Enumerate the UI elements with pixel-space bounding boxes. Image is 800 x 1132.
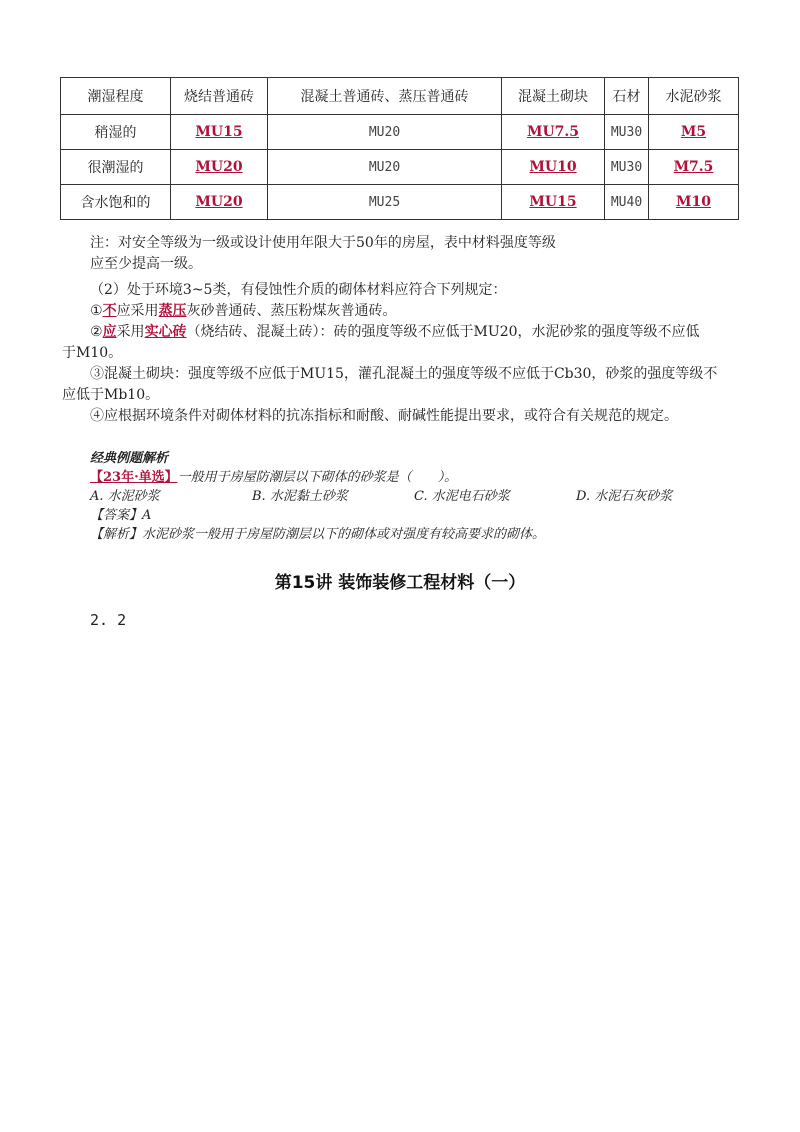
stone-cell xyxy=(605,150,649,185)
example-question xyxy=(90,468,740,487)
concrete-block-cell xyxy=(502,150,605,185)
rule-text: （烧结砖、混凝土砖）：砖的强度等级不应低于MU20，水泥砂浆的强度等级不应低 xyxy=(186,324,700,340)
section-number: 2. 2 xyxy=(90,611,127,629)
grade-value: MU25 xyxy=(368,195,401,210)
exam-tag: 【23年·单选】 xyxy=(90,470,178,485)
grade-value: MU20 xyxy=(368,125,401,140)
fired-brick-cell xyxy=(171,150,268,185)
grade-value: MU20 xyxy=(195,159,243,175)
grade-value: M10 xyxy=(676,194,711,210)
header-cell: 混凝土普通砖、蒸压普通砖 xyxy=(268,78,502,115)
rule-text: 应采用 xyxy=(116,303,159,319)
rule-text: 采用 xyxy=(116,324,145,340)
concrete-block-cell xyxy=(502,185,605,220)
header-cell: 烧结普通砖 xyxy=(171,78,268,115)
note-line: 应至少提高一级。 xyxy=(90,256,202,272)
grade-value: MU15 xyxy=(195,124,243,140)
grade-value: MU30 xyxy=(610,160,643,175)
moisture-level-cell: 含水饱和的 xyxy=(61,185,171,220)
concrete-brick-cell xyxy=(268,115,502,150)
cement-mortar-cell xyxy=(649,115,739,150)
highlight-text: 实心砖 xyxy=(144,324,187,340)
moisture-level-cell: 稍湿的 xyxy=(61,115,171,150)
stone-cell xyxy=(605,185,649,220)
concrete-block-cell xyxy=(502,115,605,150)
highlight-text: 不 xyxy=(102,303,117,319)
option-c: C. 水泥电石砂浆 xyxy=(414,489,510,504)
highlight-text: 应 xyxy=(102,324,117,340)
table-row xyxy=(61,115,739,150)
grade-value: MU40 xyxy=(610,195,643,210)
table-note xyxy=(62,233,742,275)
grade-value: MU30 xyxy=(610,125,643,140)
table-row xyxy=(61,150,739,185)
note-line: 注：对安全等级为一级或设计使用年限大于50年的房屋，表中材料强度等级 xyxy=(90,235,556,251)
masonry-strength-table xyxy=(60,77,739,220)
fired-brick-cell xyxy=(171,185,268,220)
cement-mortar-cell xyxy=(649,150,739,185)
concrete-brick-cell xyxy=(268,185,502,220)
grade-value: MU15 xyxy=(529,194,577,210)
example-options xyxy=(90,487,740,506)
table-row xyxy=(61,185,739,220)
moisture-level-cell: 很潮湿的 xyxy=(61,150,171,185)
rule-item-4: ④应根据环境条件对砌体材料的抗冻指标和耐酸、耐碱性能提出要求，或符合有关规范的规定。 xyxy=(90,408,678,424)
grade-value: MU20 xyxy=(368,160,401,175)
rule-item-1 xyxy=(62,301,742,322)
option-d: D. 水泥石灰砂浆 xyxy=(576,489,673,504)
header-cell: 水泥砂浆 xyxy=(649,78,739,115)
question-text: 一般用于房屋防潮层以下砌体的砂浆是（ ）。 xyxy=(177,470,458,485)
example-section xyxy=(90,449,740,544)
header-cell: 混凝土砌块 xyxy=(502,78,605,115)
stone-cell xyxy=(605,115,649,150)
header-cell: 潮湿程度 xyxy=(61,78,171,115)
rule-intro: （2）处于环境3~5类，有侵蚀性介质的砌体材料应符合下列规定： xyxy=(90,282,507,298)
rule-item-2-cont: 于M10。 xyxy=(62,345,123,361)
table-header-row xyxy=(61,78,739,115)
item-number: ② xyxy=(90,324,103,340)
rule-item-2 xyxy=(62,322,742,343)
option-a: A. 水泥砂浆 xyxy=(90,489,160,504)
chapter-title: 第15讲 装饰装修工程材料（一） xyxy=(274,573,526,593)
corrosive-environment-rules xyxy=(62,280,742,427)
item-number: ① xyxy=(90,303,103,319)
example-answer: 【答案】A xyxy=(90,508,152,523)
example-heading: 经典例题解析 xyxy=(90,451,169,466)
fired-brick-cell xyxy=(171,115,268,150)
option-b: B. 水泥黏土砂浆 xyxy=(252,489,348,504)
cement-mortar-cell xyxy=(649,185,739,220)
concrete-brick-cell xyxy=(268,150,502,185)
example-analysis: 【解析】水泥砂浆一般用于房屋防潮层以下的砌体或对强度有较高要求的砌体。 xyxy=(90,527,546,542)
grade-value: M5 xyxy=(680,124,707,140)
grade-value: MU7.5 xyxy=(526,124,580,140)
rule-text: 灰砂普通砖、蒸压粉煤灰普通砖。 xyxy=(186,303,397,319)
grade-value: MU20 xyxy=(195,194,243,210)
highlight-text: 蒸压 xyxy=(158,303,187,319)
header-cell: 石材 xyxy=(605,78,649,115)
rule-item-3-cont: 应低于Mb10。 xyxy=(62,387,160,403)
grade-value: M7.5 xyxy=(673,159,714,175)
rule-item-3: ③混凝土砌块：强度等级不应低于MU15，灌孔混凝土的强度等级不应低于Cb30，砂浆的强度等级不 xyxy=(90,366,718,382)
grade-value: MU10 xyxy=(529,159,577,175)
